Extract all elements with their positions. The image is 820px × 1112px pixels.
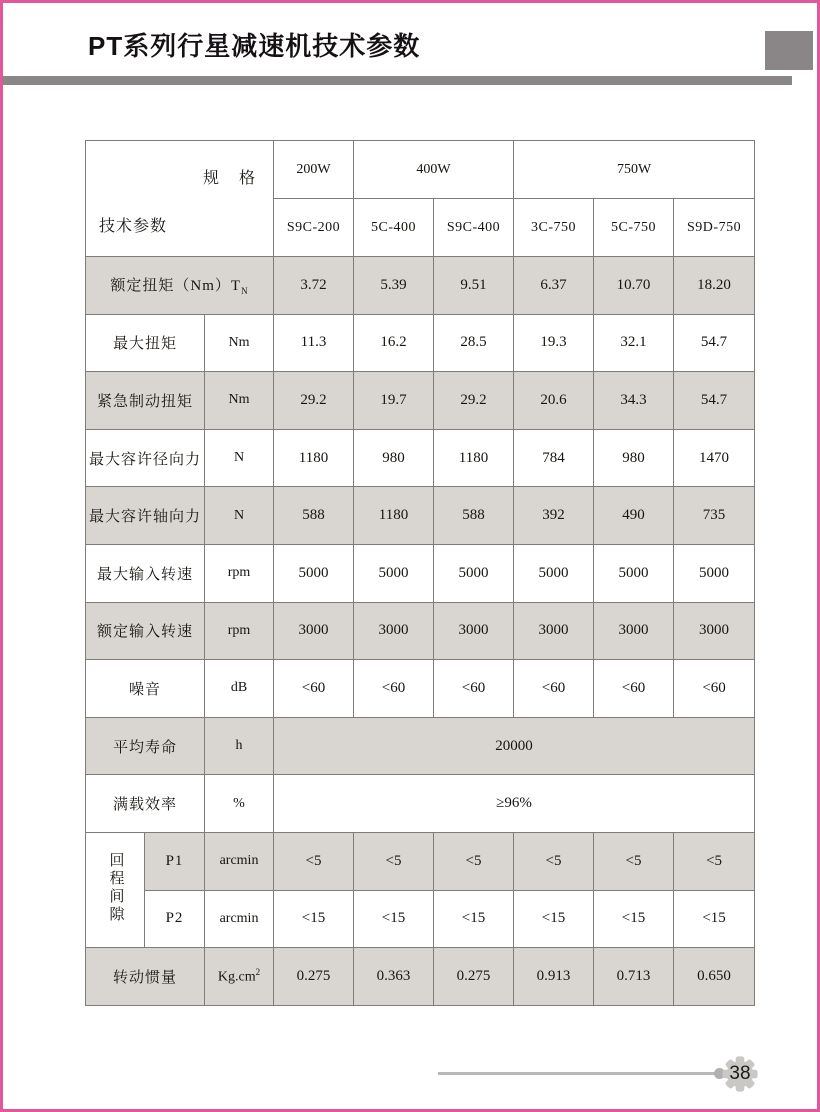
row-unit: N: [205, 487, 274, 545]
table-cell: 3000: [674, 602, 755, 660]
power-group-200w: 200W: [274, 141, 354, 199]
table-cell: 34.3: [594, 372, 674, 430]
row-unit: h: [205, 717, 274, 775]
row-unit: arcmin: [205, 832, 274, 890]
row-label: 最大输入转速: [86, 544, 205, 602]
table-cell: <15: [514, 890, 594, 948]
table-cell: 6.37: [514, 257, 594, 315]
row-unit: $Kg.cm^2$: [205, 948, 274, 1006]
row-label: 最大扭矩: [86, 314, 205, 372]
table-cell: 392: [514, 487, 594, 545]
table-cell: 9.51: [434, 257, 514, 315]
table-cell: 1180: [274, 429, 354, 487]
row-unit: rpm: [205, 544, 274, 602]
row-unit: Nm: [205, 372, 274, 430]
table-cell: <15: [674, 890, 755, 948]
row-unit: arcmin: [205, 890, 274, 948]
row-label: 额定扭矩$(Nm)T_N$: [86, 257, 274, 315]
table-cell: 0.650: [674, 948, 755, 1006]
table-cell: 5000: [514, 544, 594, 602]
table-cell: 10.70: [594, 257, 674, 315]
corner-spec-label: 规 格: [203, 170, 258, 187]
row-label: 转动惯量: [86, 948, 205, 1006]
row-label: 额定输入转速: [86, 602, 205, 660]
row-label: 最大容许径向力: [86, 429, 205, 487]
model-header: 5C-750: [594, 199, 674, 257]
table-cell: 32.1: [594, 314, 674, 372]
table-cell: 54.7: [674, 372, 755, 430]
table-cell: 784: [514, 429, 594, 487]
table-cell: 54.7: [674, 314, 755, 372]
row-label: 紧急制动扭矩: [86, 372, 205, 430]
row-unit: dB: [205, 660, 274, 718]
table-cell: 588: [274, 487, 354, 545]
table-cell: <60: [674, 660, 755, 718]
merged-value-cell: 20000: [274, 717, 755, 775]
power-group-750w: 750W: [514, 141, 755, 199]
table-cell: <15: [354, 890, 434, 948]
page-title: PT系列行星减速机技术参数: [88, 31, 421, 61]
power-group-400w: 400W: [354, 141, 514, 199]
row-label: 噪音: [86, 660, 205, 718]
table-cell: 3000: [594, 602, 674, 660]
table-cell: 0.275: [434, 948, 514, 1006]
table-cell: 5000: [354, 544, 434, 602]
table-cell: 18.20: [674, 257, 755, 315]
model-header: S9C-200: [274, 199, 354, 257]
table-cell: <60: [274, 660, 354, 718]
table-cell: 29.2: [434, 372, 514, 430]
table-cell: 1180: [434, 429, 514, 487]
model-header: S9C-400: [434, 199, 514, 257]
corner-param-label: 技术参数: [99, 218, 168, 235]
row-label: 平均寿命: [86, 717, 205, 775]
page-number: 38: [729, 1063, 751, 1084]
table-cell: 588: [434, 487, 514, 545]
table-cell: 5000: [274, 544, 354, 602]
table-cell: 3000: [274, 602, 354, 660]
table-cell: 3000: [514, 602, 594, 660]
table-cell: <5: [274, 832, 354, 890]
table-cell: 29.2: [274, 372, 354, 430]
title-underline-bar: [0, 76, 792, 85]
row-unit: %: [205, 775, 274, 833]
model-header: 5C-400: [354, 199, 434, 257]
table-cell: 3000: [434, 602, 514, 660]
model-header: S9D-750: [674, 199, 755, 257]
table-cell: 735: [674, 487, 755, 545]
row-label: P1: [145, 832, 205, 890]
table-cell: 19.3: [514, 314, 594, 372]
table-cell: 3.72: [274, 257, 354, 315]
table-cell: 16.2: [354, 314, 434, 372]
row-unit: Nm: [205, 314, 274, 372]
table-cell: <60: [514, 660, 594, 718]
table-cell: 5000: [594, 544, 674, 602]
row-unit: rpm: [205, 602, 274, 660]
corner-diagonal-cell: [86, 141, 274, 257]
table-cell: <5: [354, 832, 434, 890]
row-label: 最大容许轴向力: [86, 487, 205, 545]
table-cell: 5000: [674, 544, 755, 602]
table-cell: <15: [594, 890, 674, 948]
table-cell: <5: [434, 832, 514, 890]
header-accent-block: [765, 31, 813, 70]
spec-table: [85, 140, 755, 1006]
table-cell: 20.6: [514, 372, 594, 430]
table-cell: <60: [434, 660, 514, 718]
table-cell: 490: [594, 487, 674, 545]
backlash-group-label: 回程间隙: [86, 832, 145, 947]
footer-rule-line: [438, 1072, 718, 1075]
row-label: P2: [145, 890, 205, 948]
table-cell: 5000: [434, 544, 514, 602]
table-cell: 0.275: [274, 948, 354, 1006]
table-cell: <15: [274, 890, 354, 948]
row-label: 满载效率: [86, 775, 205, 833]
table-cell: 980: [594, 429, 674, 487]
table-cell: 19.7: [354, 372, 434, 430]
table-cell: <15: [434, 890, 514, 948]
table-cell: 980: [354, 429, 434, 487]
table-cell: 1180: [354, 487, 434, 545]
table-cell: 0.363: [354, 948, 434, 1006]
table-cell: 1470: [674, 429, 755, 487]
model-header: 3C-750: [514, 199, 594, 257]
table-cell: 0.713: [594, 948, 674, 1006]
table-cell: <5: [594, 832, 674, 890]
table-cell: <60: [594, 660, 674, 718]
table-cell: 5.39: [354, 257, 434, 315]
table-cell: <5: [514, 832, 594, 890]
table-cell: <60: [354, 660, 434, 718]
merged-value-cell: ≥96%: [274, 775, 755, 833]
table-cell: 0.913: [514, 948, 594, 1006]
row-unit: N: [205, 429, 274, 487]
table-cell: 11.3: [274, 314, 354, 372]
table-cell: <5: [674, 832, 755, 890]
table-cell: 3000: [354, 602, 434, 660]
table-cell: 28.5: [434, 314, 514, 372]
